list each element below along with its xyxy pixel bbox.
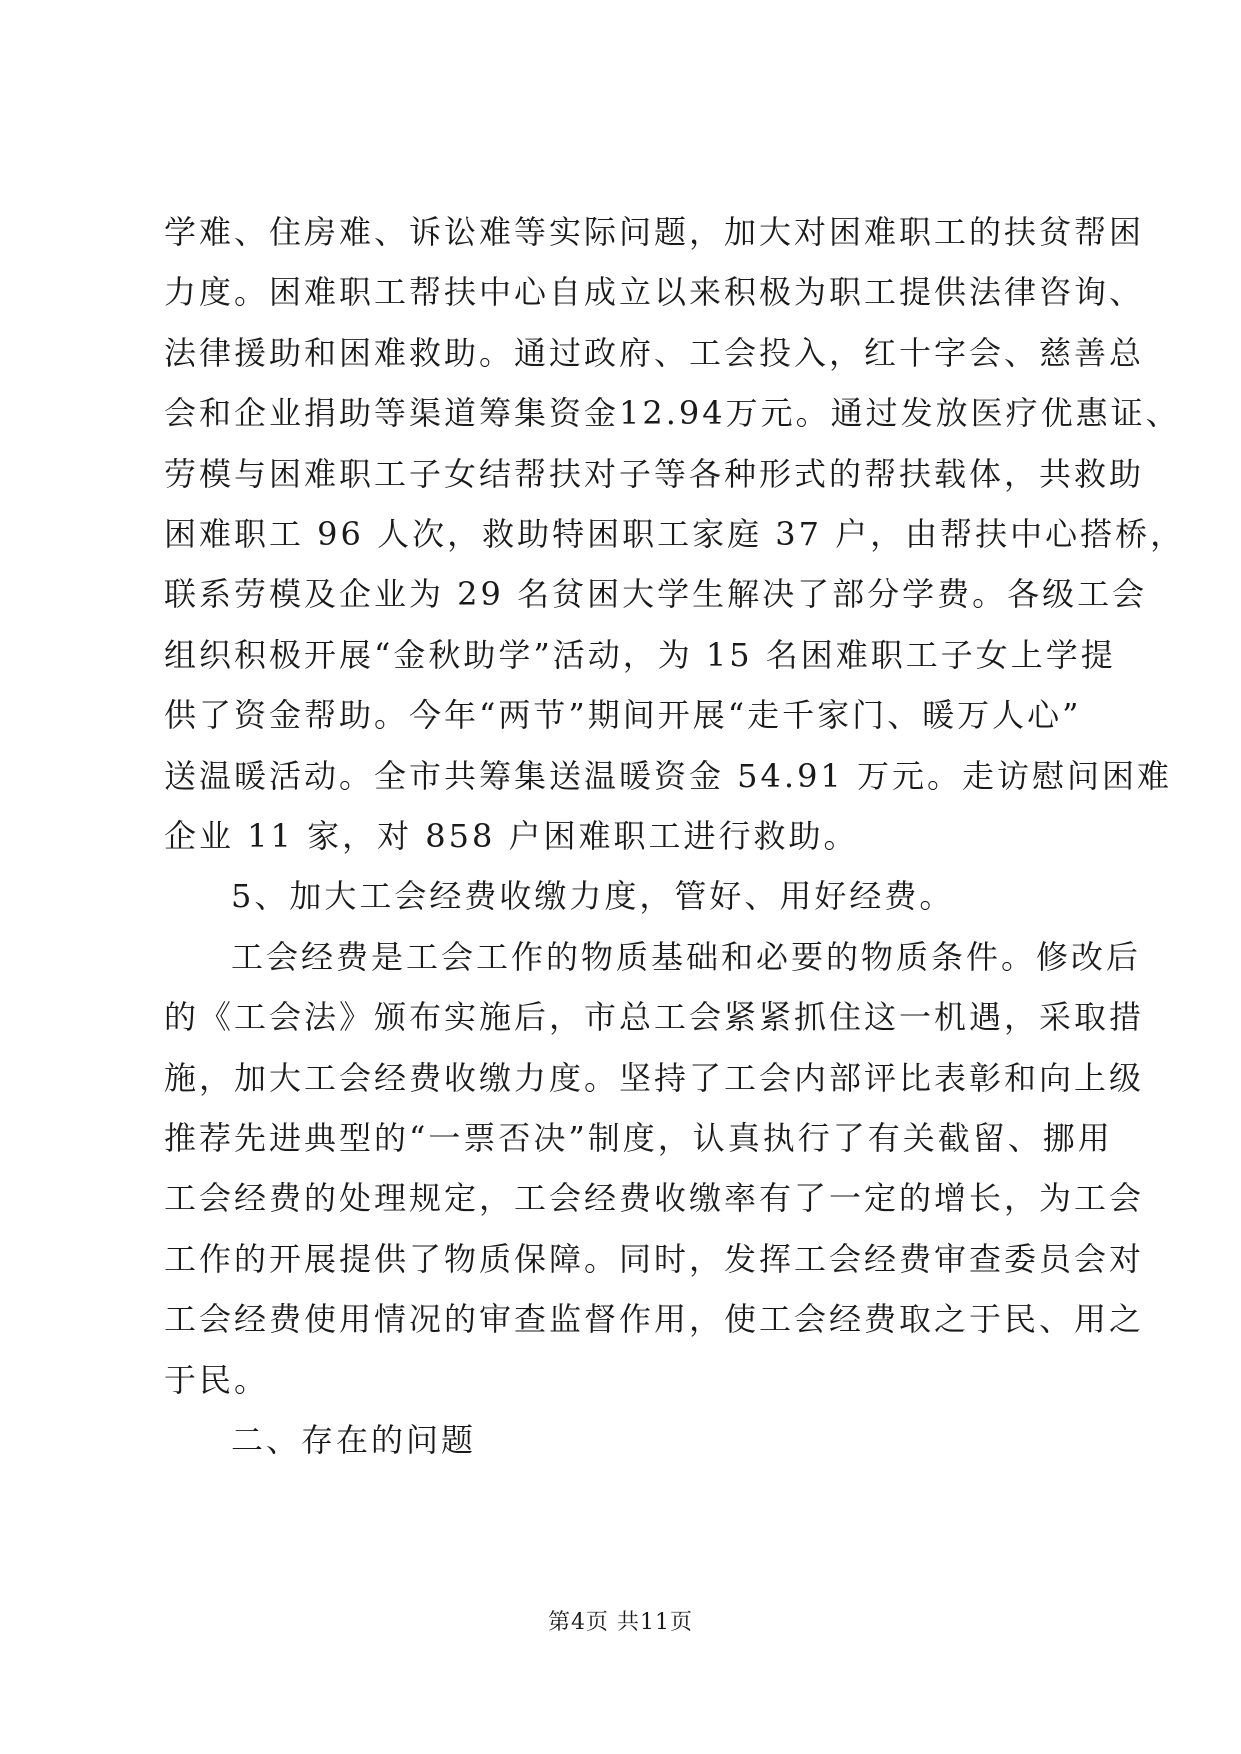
text-line: 推荐先进典型的“一票否决”制度，认真执行了有关截留、挪用 — [164, 1119, 1113, 1157]
text-line: 送温暖活动。全市共筹集送温暖资金 54.91 万元。走访慰问困难 — [164, 757, 1172, 795]
text-line: 法律援助和困难救助。通过政府、工会投入，红十字会、慈善总 — [164, 334, 1145, 372]
section-heading: 二、存在的问题 — [231, 1421, 477, 1459]
text-line: 工会经费使用情况的审查监督作用，使工会经费取之于民、用之 — [164, 1300, 1145, 1338]
page-number-footer: 第4页 共11页 — [548, 1610, 693, 1635]
text-line: 于民。 — [164, 1361, 270, 1399]
text-line: 组织积极开展“金秋助学”活动，为 15 名困难职工子女上学提 — [164, 636, 1116, 674]
text-line: 工会经费的处理规定，工会经费收缴率有了一定的增长，为工会 — [164, 1179, 1145, 1217]
text-line: 供了资金帮助。今年“两节”期间开展“走千家门、暖万人心” — [164, 696, 1082, 734]
text-line: 困难职工 96 人次，救助特困职工家庭 37 户，由帮扶中心搭桥， — [164, 515, 1186, 553]
text-line: 力度。困难职工帮扶中心自成立以来积极为职工提供法律咨询、 — [164, 273, 1145, 311]
text-line: 施，加大工会经费收缴力度。坚持了工会内部评比表彰和向上级 — [164, 1059, 1145, 1097]
text-line: 企业 11 家，对 858 户困难职工进行救助。 — [164, 817, 859, 855]
text-line: 会和企业捐助等渠道筹集资金12.94万元。通过发放医疗优惠证、 — [164, 394, 1181, 432]
text-line: 工作的开展提供了物质保障。同时，发挥工会经费审查委员会对 — [164, 1240, 1145, 1278]
text-line: 的《工会法》颁布实施后，市总工会紧紧抓住这一机遇，采取措 — [164, 998, 1145, 1036]
text-line: 联系劳模及企业为 29 名贫困大学生解决了部分学费。各级工会 — [164, 575, 1148, 613]
section-heading: 5、加大工会经费收缴力度，管好、用好经费。 — [231, 877, 955, 915]
paragraph-start-line: 工会经费是工会工作的物质基础和必要的物质条件。修改后 — [231, 938, 1142, 976]
text-line: 学难、住房难、诉讼难等实际问题，加大对困难职工的扶贫帮困 — [164, 213, 1145, 251]
text-line: 劳模与困难职工子女结帮扶对子等各种形式的帮扶载体，共救助 — [164, 455, 1145, 493]
